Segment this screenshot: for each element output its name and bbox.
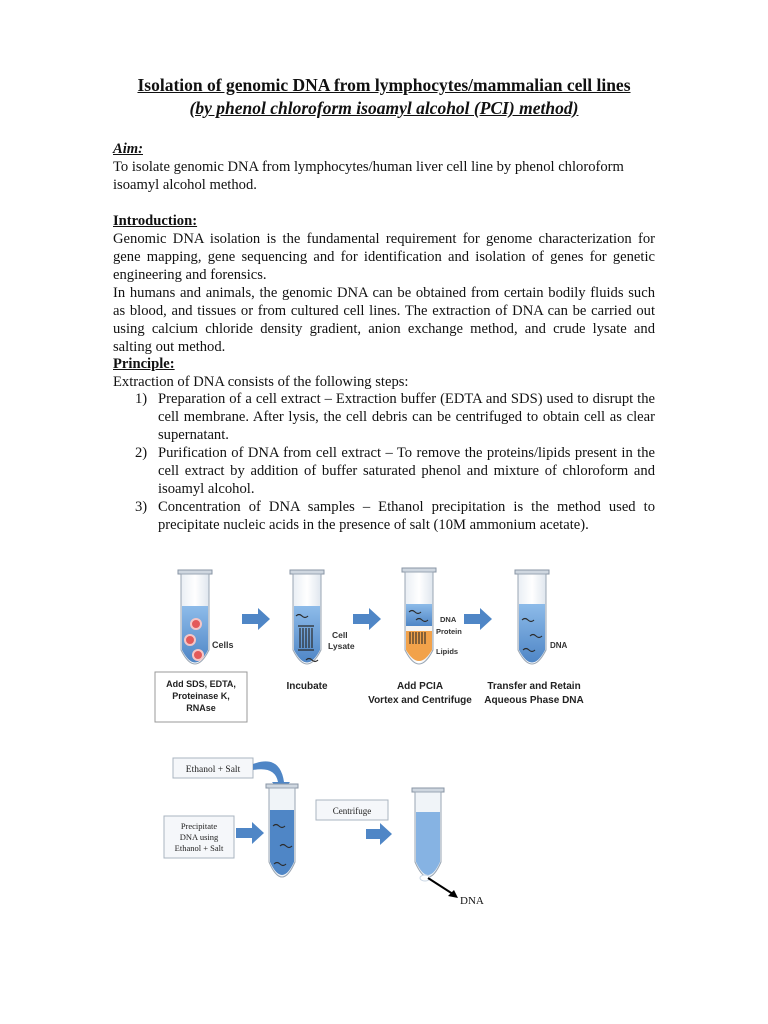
centrifuge-box <box>316 800 388 820</box>
step-text: Concentration of DNA samples – Ethanol precipitation is the method used to precipitate nucleic acids in the presence of salt (10M ammonium acetate). <box>158 499 655 533</box>
tube-ethanol <box>266 784 298 877</box>
reagent-box-line-1: Add SDS, EDTA, <box>166 679 236 689</box>
transfer-caption-line-2: Aqueous Phase DNA <box>484 695 584 706</box>
tube-pcia <box>368 568 472 706</box>
step-number: 2) <box>135 445 148 461</box>
tube-cells-label: Cells <box>212 640 234 650</box>
tube-lysate <box>286 570 354 692</box>
principle-step <box>113 390 655 444</box>
precipitate-box-line-2: DNA using <box>179 832 219 842</box>
tube-lysate-label-1: Cell <box>332 630 348 640</box>
principle-step <box>113 444 655 498</box>
reagent-box-line-2: Proteinase K, <box>172 691 230 701</box>
principle-heading: Principle: <box>113 356 175 372</box>
introduction-heading: Introduction: <box>113 213 198 229</box>
introduction-paragraph-1: Genomic DNA isolation is the fundamental requirement for genome characterization for gene mapping, gene sequencing and for identification and isolation of genes for genetic engineering and forensics. <box>113 231 655 283</box>
precipitate-box-line-3: Ethanol + Salt <box>174 843 224 853</box>
reagent-box-line-3: RNAse <box>186 703 216 713</box>
document-title: Isolation of genomic DNA from lymphocytes/mammalian cell lines <box>137 75 631 95</box>
tube-pcia-dna-label: DNA <box>440 615 457 624</box>
aim-heading: Aim: <box>113 141 143 157</box>
document-subtitle: (by phenol chloroform isoamyl alcohol (PCI) method) <box>189 98 579 118</box>
arrow-right-icon <box>242 608 270 630</box>
centrifuge-box-label: Centrifuge <box>332 806 372 816</box>
precipitate-box-line-1: Precipitate <box>180 821 218 831</box>
tube-pellet <box>412 788 444 881</box>
step-number: 1) <box>135 391 148 407</box>
ethanol-precipitation-figure <box>160 750 500 920</box>
tube-pcia-lipids-label: Lipids <box>436 647 459 656</box>
principle-intro: Extraction of DNA consists of the following steps: <box>113 374 409 390</box>
pcia-caption-line-2: Vortex and Centrifuge <box>368 695 472 706</box>
introduction-paragraph-2: In humans and animals, the genomic DNA can be obtained from certain bodily fluids such as blood, and tissues or from cultured cell lines. The extraction of DNA can be carried out using calcium chloride density gradient, anion exchange method, and crude lysate and salting out method. <box>113 285 655 355</box>
tube-aqueous-dna <box>484 570 583 706</box>
dna-pellet-label: DNA <box>460 895 484 907</box>
pcia-caption-line-1: Add PCIA <box>396 681 444 692</box>
principle-steps-list <box>113 390 655 534</box>
ethanol-salt-box <box>173 758 253 778</box>
arrow-right-icon <box>366 823 392 845</box>
arrow-right-icon <box>464 608 492 630</box>
ethanol-salt-box-label: Ethanol + Salt <box>185 765 241 775</box>
tube-aqueous-dna-label: DNA <box>550 641 568 650</box>
step-text: Preparation of a cell extract – Extraction buffer (EDTA and SDS) used to disrupt the cell membrane. After lysis, the cell debris can be centrifuged to obtain cell as clear supernatant. <box>158 391 655 443</box>
arrow-right-icon <box>236 822 264 844</box>
reagent-box <box>155 672 247 722</box>
precipitate-box <box>164 816 234 858</box>
step-text: Purification of DNA from cell extract – To remove the proteins/lipids present in the cell extract by addition of buffer saturated phenol and mixture of chloroform and isoamyl alcohol. <box>158 445 655 497</box>
arrow-right-icon <box>353 608 381 630</box>
tube-lysate-label-2: Lysate <box>328 641 355 651</box>
principle-step <box>113 498 655 534</box>
step-number: 3) <box>135 499 148 515</box>
aim-text: To isolate genomic DNA from lymphocytes/human liver cell line by phenol chloroform isoamyl alcohol method. <box>113 159 624 193</box>
transfer-caption-line-1: Transfer and Retain <box>487 681 581 692</box>
incubate-caption: Incubate <box>286 681 328 692</box>
tube-pcia-protein-label: Protein <box>436 627 462 636</box>
tube-cells <box>178 570 234 664</box>
extraction-workflow-figure <box>150 560 620 730</box>
